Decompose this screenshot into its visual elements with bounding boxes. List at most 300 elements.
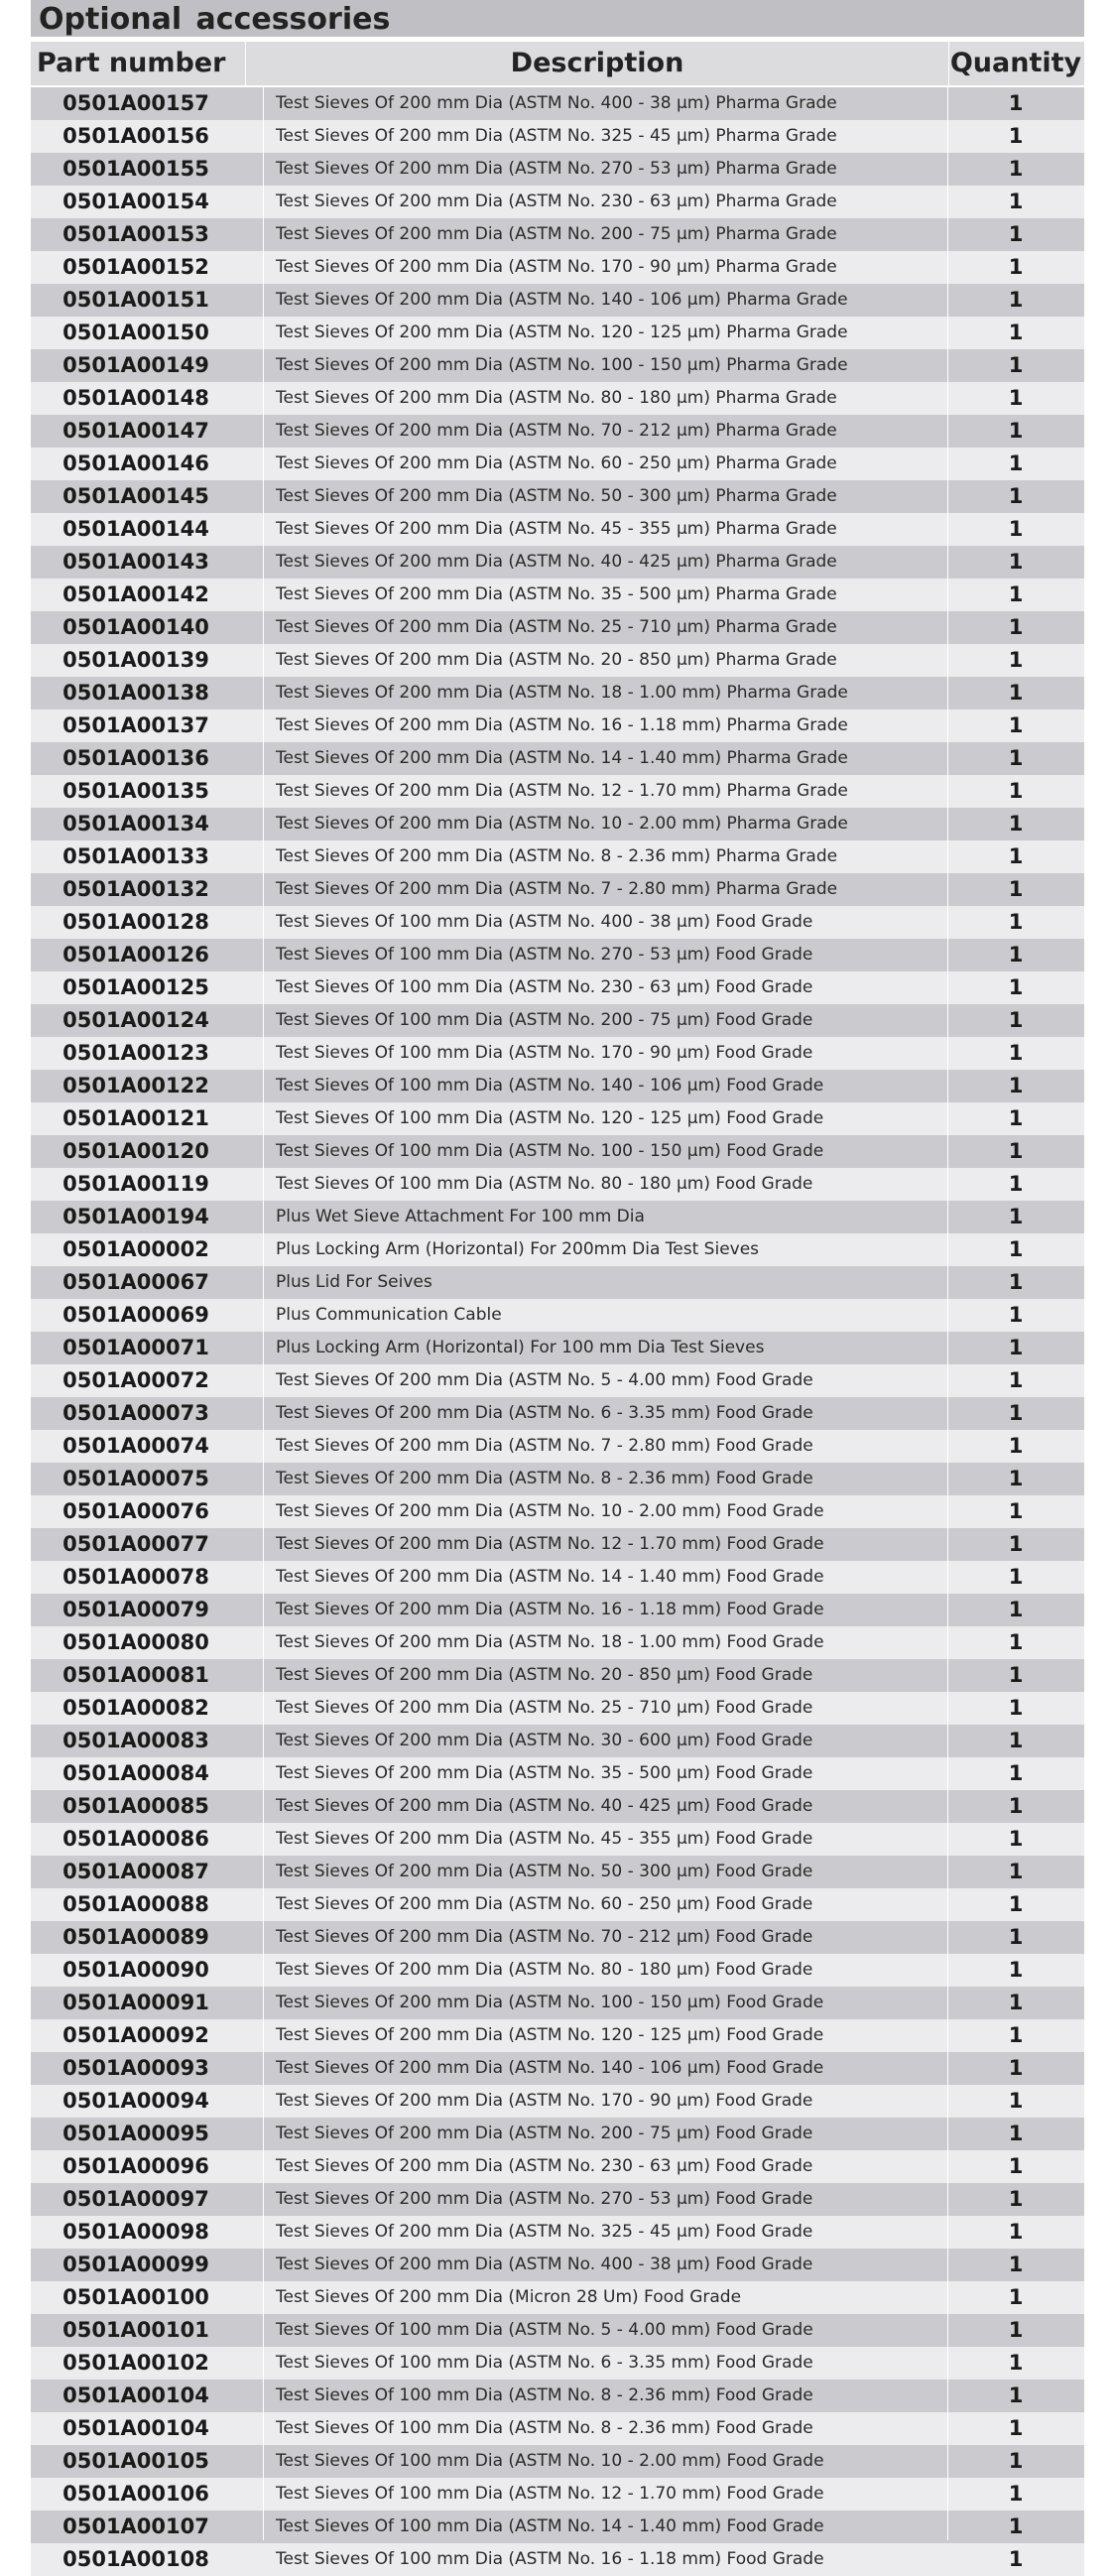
table-row (31, 415, 1084, 448)
quantity-cell: 1 (1008, 222, 1024, 246)
part-number-cell: 0501A00119 (62, 1172, 209, 1196)
part-number-cell: 0501A00138 (62, 681, 209, 705)
description-cell: Test Sieves Of 200 mm Dia (ASTM No. 10 - 2.00 mm) Food Grade (276, 1501, 824, 1521)
part-number-cell: 0501A00084 (62, 1761, 209, 1785)
part-number-cell: 0501A00085 (62, 1794, 209, 1818)
table-row (31, 971, 1084, 1004)
part-number-cell: 0501A00125 (62, 975, 209, 999)
quantity-cell: 1 (1008, 975, 1024, 999)
header-part-number: Part number (37, 48, 226, 78)
description-cell: Test Sieves Of 200 mm Dia (ASTM No. 18 - 1.00 mm) Food Grade (276, 1632, 824, 1652)
description-cell: Test Sieves Of 200 mm Dia (ASTM No. 270 - 53 µm) Food Grade (276, 2189, 813, 2209)
quantity-cell: 1 (1008, 1696, 1024, 1720)
quantity-cell: 1 (1008, 2253, 1024, 2276)
description-cell: Test Sieves Of 200 mm Dia (ASTM No. 60 - 250 µm) Food Grade (276, 1894, 813, 1914)
description-cell: Test Sieves Of 200 mm Dia (ASTM No. 14 - 1.40 mm) Pharma Grade (276, 748, 848, 768)
quantity-cell: 1 (1008, 2089, 1024, 2113)
description-cell: Test Sieves Of 200 mm Dia (ASTM No. 7 - 2.80 mm) Food Grade (276, 1436, 813, 1456)
description-cell: Test Sieves Of 100 mm Dia (ASTM No. 10 - 2.00 mm) Food Grade (276, 2451, 824, 2471)
table-row (31, 1725, 1084, 1757)
accessories-table-body (31, 87, 1084, 2576)
description-cell: Test Sieves Of 200 mm Dia (ASTM No. 10 - 2.00 mm) Pharma Grade (276, 814, 848, 834)
table-row (31, 808, 1084, 840)
description-cell: Plus Locking Arm (Horizontal) For 100 mm Dia Test Sieves (276, 1338, 765, 1357)
part-number-cell: 0501A00153 (62, 222, 209, 246)
part-number-cell: 0501A00095 (62, 2122, 209, 2145)
table-row (31, 2019, 1084, 2052)
quantity-cell: 1 (1008, 2285, 1024, 2309)
table-row (31, 2478, 1084, 2511)
part-number-cell: 0501A00081 (62, 1663, 209, 1687)
part-number-cell: 0501A00151 (62, 288, 209, 312)
quantity-cell: 1 (1008, 124, 1024, 148)
quantity-cell: 1 (1008, 681, 1024, 705)
description-cell: Test Sieves Of 200 mm Dia (ASTM No. 100 - 150 µm) Food Grade (276, 1993, 824, 2012)
quantity-cell: 1 (1008, 877, 1024, 901)
part-number-cell: 0501A00076 (62, 1499, 209, 1523)
description-cell: Test Sieves Of 200 mm Dia (ASTM No. 140 - 106 µm) Food Grade (276, 2058, 824, 2078)
section-title: Optional accessories (39, 2, 391, 37)
description-cell: Test Sieves Of 200 mm Dia (ASTM No. 25 - 710 µm) Food Grade (276, 1698, 813, 1718)
description-cell: Test Sieves Of 200 mm Dia (ASTM No. 30 - 600 µm) Food Grade (276, 1731, 813, 1750)
part-number-cell: 0501A00121 (62, 1106, 209, 1130)
quantity-cell: 1 (1008, 1729, 1024, 1752)
description-cell: Test Sieves Of 200 mm Dia (ASTM No. 40 - 425 µm) Food Grade (276, 1796, 813, 1816)
part-number-cell: 0501A00155 (62, 157, 209, 181)
part-number-cell: 0501A00104 (62, 2416, 209, 2440)
part-number-cell: 0501A00120 (62, 1139, 209, 1163)
table-row (31, 1495, 1084, 1528)
part-number-cell: 0501A00144 (62, 517, 209, 541)
table-row (31, 513, 1084, 546)
quantity-cell: 1 (1008, 2154, 1024, 2178)
description-cell: Test Sieves Of 100 mm Dia (ASTM No. 170 - 90 µm) Food Grade (276, 1043, 813, 1063)
description-cell: Test Sieves Of 200 mm Dia (ASTM No. 50 - 300 µm) Food Grade (276, 1862, 813, 1881)
table-row (31, 1921, 1084, 1954)
description-cell: Plus Communication Cable (276, 1305, 502, 1325)
description-cell: Test Sieves Of 200 mm Dia (ASTM No. 50 - 300 µm) Pharma Grade (276, 486, 837, 506)
part-number-cell: 0501A00105 (62, 2449, 209, 2473)
description-cell: Test Sieves Of 200 mm Dia (ASTM No. 140 - 106 µm) Pharma Grade (276, 290, 848, 310)
part-number-cell: 0501A00079 (62, 1598, 209, 1621)
description-cell: Test Sieves Of 100 mm Dia (ASTM No. 100 - 150 µm) Food Grade (276, 1141, 824, 1161)
part-number-cell: 0501A00002 (62, 1237, 209, 1261)
quantity-cell: 1 (1008, 1565, 1024, 1589)
description-cell: Test Sieves Of 200 mm Dia (ASTM No. 400 - 38 µm) Pharma Grade (276, 93, 837, 113)
quantity-cell: 1 (1008, 1270, 1024, 1294)
table-row (31, 1757, 1084, 1790)
description-cell: Test Sieves Of 200 mm Dia (ASTM No. 6 - 3.35 mm) Food Grade (276, 1403, 813, 1423)
part-number-cell: 0501A00142 (62, 582, 209, 606)
part-number-cell: 0501A00100 (62, 2285, 209, 2309)
description-cell: Test Sieves Of 200 mm Dia (ASTM No. 45 - 355 µm) Food Grade (276, 1829, 813, 1849)
part-number-cell: 0501A00075 (62, 1467, 209, 1490)
part-number-cell: 0501A00077 (62, 1532, 209, 1556)
description-cell: Test Sieves Of 100 mm Dia (ASTM No. 140 - 106 µm) Food Grade (276, 1076, 824, 1095)
table-row (31, 186, 1084, 218)
quantity-cell: 1 (1008, 190, 1024, 213)
table-row (31, 1266, 1084, 1299)
quantity-cell: 1 (1008, 1205, 1024, 1228)
quantity-cell: 1 (1008, 1991, 1024, 2014)
table-row (31, 1561, 1084, 1594)
description-cell: Test Sieves Of 200 mm Dia (ASTM No. 80 - 180 µm) Pharma Grade (276, 388, 837, 408)
table-row (31, 1987, 1084, 2019)
part-number-cell: 0501A00132 (62, 877, 209, 901)
description-cell: Test Sieves Of 200 mm Dia (ASTM No. 170 - 90 µm) Pharma Grade (276, 257, 837, 277)
part-number-cell: 0501A00122 (62, 1074, 209, 1097)
quantity-cell: 1 (1008, 2220, 1024, 2244)
description-cell: Test Sieves Of 200 mm Dia (ASTM No. 12 - 1.70 mm) Pharma Grade (276, 781, 848, 801)
table-row (31, 1299, 1084, 1332)
description-cell: Test Sieves Of 200 mm Dia (ASTM No. 80 - 180 µm) Food Grade (276, 1960, 813, 1980)
quantity-cell: 1 (1008, 1106, 1024, 1130)
description-cell: Test Sieves Of 200 mm Dia (ASTM No. 14 - 1.40 mm) Food Grade (276, 1567, 824, 1587)
table-row (31, 1659, 1084, 1692)
description-cell: Test Sieves Of 200 mm Dia (ASTM No. 120 - 125 µm) Pharma Grade (276, 322, 848, 342)
quantity-cell: 1 (1008, 2383, 1024, 2407)
description-cell: Test Sieves Of 200 mm Dia (ASTM No. 20 - 850 µm) Pharma Grade (276, 650, 837, 670)
table-row (31, 2150, 1084, 2183)
quantity-cell: 1 (1008, 1467, 1024, 1490)
description-cell: Test Sieves Of 200 mm Dia (ASTM No. 12 - 1.70 mm) Food Grade (276, 1534, 824, 1554)
quantity-cell: 1 (1008, 1598, 1024, 1621)
table-row (31, 87, 1084, 120)
description-cell: Test Sieves Of 100 mm Dia (ASTM No. 14 - 1.40 mm) Food Grade (276, 2516, 824, 2536)
part-number-cell: 0501A00134 (62, 812, 209, 836)
part-number-cell: 0501A00092 (62, 2023, 209, 2047)
quantity-cell: 1 (1008, 1401, 1024, 1425)
quantity-cell: 1 (1008, 844, 1024, 868)
table-row (31, 1790, 1084, 1823)
part-number-cell: 0501A00150 (62, 321, 209, 344)
description-cell: Plus Lid For Seives (276, 1272, 433, 1292)
quantity-cell: 1 (1008, 615, 1024, 639)
quantity-cell: 1 (1008, 484, 1024, 508)
part-number-cell: 0501A00140 (62, 615, 209, 639)
table-row (31, 153, 1084, 186)
table-row (31, 906, 1084, 939)
description-cell: Test Sieves Of 100 mm Dia (ASTM No. 80 - 180 µm) Food Grade (276, 1174, 813, 1194)
part-number-cell: 0501A00090 (62, 1958, 209, 1982)
table-row (31, 480, 1084, 513)
table-row (31, 1004, 1084, 1037)
quantity-cell: 1 (1008, 2482, 1024, 2506)
description-cell: Test Sieves Of 100 mm Dia (ASTM No. 16 - 1.18 mm) Food Grade (276, 2549, 824, 2569)
quantity-cell: 1 (1008, 1139, 1024, 1163)
part-number-cell: 0501A00097 (62, 2187, 209, 2211)
table-row (31, 1364, 1084, 1397)
table-row (31, 644, 1084, 677)
part-number-cell: 0501A00101 (62, 2318, 209, 2342)
quantity-cell: 1 (1008, 451, 1024, 475)
table-row (31, 2118, 1084, 2150)
table-row (31, 1626, 1084, 1659)
table-row (31, 2511, 1084, 2543)
description-cell: Test Sieves Of 200 mm Dia (ASTM No. 20 - 850 µm) Food Grade (276, 1665, 813, 1685)
part-number-cell: 0501A00152 (62, 255, 209, 279)
table-row (31, 939, 1084, 971)
part-number-cell: 0501A00080 (62, 1630, 209, 1654)
part-number-cell: 0501A00146 (62, 451, 209, 475)
description-cell: Test Sieves Of 200 mm Dia (ASTM No. 25 - 710 µm) Pharma Grade (276, 617, 837, 637)
quantity-cell: 1 (1008, 1794, 1024, 1818)
part-number-cell: 0501A00157 (62, 91, 209, 115)
quantity-cell: 1 (1008, 91, 1024, 115)
description-cell: Test Sieves Of 100 mm Dia (ASTM No. 120 - 125 µm) Food Grade (276, 1108, 824, 1128)
table-row (31, 1135, 1084, 1168)
description-cell: Test Sieves Of 200 mm Dia (ASTM No. 60 - 250 µm) Pharma Grade (276, 453, 837, 473)
quantity-cell: 1 (1008, 910, 1024, 934)
description-cell: Test Sieves Of 200 mm Dia (ASTM No. 100 - 150 µm) Pharma Grade (276, 355, 848, 375)
quantity-cell: 1 (1008, 2187, 1024, 2211)
part-number-cell: 0501A00136 (62, 746, 209, 770)
table-row (31, 2085, 1084, 2118)
quantity-cell: 1 (1008, 2023, 1024, 2047)
quantity-cell: 1 (1008, 353, 1024, 377)
table-row (31, 2380, 1084, 2412)
description-cell: Test Sieves Of 200 mm Dia (ASTM No. 5 - 4.00 mm) Food Grade (276, 1370, 813, 1390)
table-row (31, 1070, 1084, 1102)
quantity-cell: 1 (1008, 648, 1024, 672)
quantity-cell: 1 (1008, 2514, 1024, 2538)
quantity-cell: 1 (1008, 517, 1024, 541)
table-row (31, 775, 1084, 808)
table-row (31, 742, 1084, 775)
part-number-cell: 0501A00098 (62, 2220, 209, 2244)
quantity-cell: 1 (1008, 1532, 1024, 1556)
table-row (31, 120, 1084, 153)
part-number-cell: 0501A00137 (62, 713, 209, 737)
description-cell: Test Sieves Of 200 mm Dia (ASTM No. 325 - 45 µm) Pharma Grade (276, 126, 837, 146)
part-number-cell: 0501A00104 (62, 2383, 209, 2407)
quantity-cell: 1 (1008, 1303, 1024, 1327)
quantity-cell: 1 (1008, 1074, 1024, 1097)
table-row (31, 251, 1084, 284)
part-number-cell: 0501A00099 (62, 2253, 209, 2276)
description-cell: Test Sieves Of 100 mm Dia (ASTM No. 5 - 4.00 mm) Food Grade (276, 2320, 813, 2340)
part-number-cell: 0501A00108 (62, 2547, 209, 2571)
table-row (31, 1594, 1084, 1626)
description-cell: Test Sieves Of 200 mm Dia (ASTM No. 8 - 2.36 mm) Food Grade (276, 1469, 813, 1488)
description-cell: Test Sieves Of 100 mm Dia (ASTM No. 8 - 2.36 mm) Food Grade (276, 2418, 813, 2438)
description-cell: Test Sieves Of 200 mm Dia (ASTM No. 35 - 500 µm) Food Grade (276, 1763, 813, 1783)
table-row (31, 2445, 1084, 2478)
column-divider (947, 87, 948, 2540)
table-row (31, 1102, 1084, 1135)
part-number-cell: 0501A00133 (62, 844, 209, 868)
table-row (31, 284, 1084, 317)
quantity-cell: 1 (1008, 1499, 1024, 1523)
part-number-cell: 0501A00123 (62, 1041, 209, 1065)
table-row (31, 840, 1084, 873)
part-number-cell: 0501A00072 (62, 1368, 209, 1392)
part-number-cell: 0501A00145 (62, 484, 209, 508)
quantity-cell: 1 (1008, 1860, 1024, 1883)
description-cell: Test Sieves Of 100 mm Dia (ASTM No. 230 - 63 µm) Food Grade (276, 977, 813, 997)
part-number-cell: 0501A00069 (62, 1303, 209, 1327)
quantity-cell: 1 (1008, 321, 1024, 344)
quantity-cell: 1 (1008, 713, 1024, 737)
part-number-cell: 0501A00071 (62, 1336, 209, 1359)
quantity-cell: 1 (1008, 1336, 1024, 1359)
part-number-cell: 0501A00106 (62, 2482, 209, 2506)
quantity-cell: 1 (1008, 386, 1024, 410)
table-row (31, 579, 1084, 611)
description-cell: Test Sieves Of 200 mm Dia (ASTM No. 70 - 212 µm) Food Grade (276, 1927, 813, 1947)
table-row (31, 2249, 1084, 2281)
quantity-cell: 1 (1008, 2351, 1024, 2375)
part-number-cell: 0501A00149 (62, 353, 209, 377)
description-cell: Test Sieves Of 100 mm Dia (ASTM No. 400 - 38 µm) Food Grade (276, 912, 813, 932)
quantity-cell: 1 (1008, 2547, 1024, 2571)
quantity-cell: 1 (1008, 255, 1024, 279)
table-row (31, 2183, 1084, 2216)
quantity-cell: 1 (1008, 582, 1024, 606)
table-row (31, 1954, 1084, 1987)
quantity-cell: 1 (1008, 1008, 1024, 1032)
description-cell: Test Sieves Of 100 mm Dia (ASTM No. 6 - 3.35 mm) Food Grade (276, 2353, 813, 2373)
quantity-cell: 1 (1008, 1892, 1024, 1916)
quantity-cell: 1 (1008, 812, 1024, 836)
table-row (31, 317, 1084, 349)
table-row (31, 1856, 1084, 1888)
table-row (31, 873, 1084, 906)
part-number-cell: 0501A00086 (62, 1827, 209, 1851)
table-row (31, 1888, 1084, 1921)
quantity-cell: 1 (1008, 2056, 1024, 2080)
quantity-cell: 1 (1008, 1368, 1024, 1392)
part-number-cell: 0501A00107 (62, 2514, 209, 2538)
quantity-cell: 1 (1008, 1827, 1024, 1851)
part-number-cell: 0501A00087 (62, 1860, 209, 1883)
table-row (31, 2216, 1084, 2249)
part-number-cell: 0501A00091 (62, 1991, 209, 2014)
part-number-cell: 0501A00083 (62, 1729, 209, 1752)
table-row (31, 2412, 1084, 2445)
quantity-cell: 1 (1008, 779, 1024, 803)
quantity-cell: 1 (1008, 1958, 1024, 1982)
table-row (31, 677, 1084, 709)
part-number-cell: 0501A00126 (62, 943, 209, 966)
table-row (31, 349, 1084, 382)
description-cell: Test Sieves Of 200 mm Dia (Micron 28 Um) Food Grade (276, 2287, 742, 2307)
table-row (31, 1397, 1084, 1430)
table-row (31, 2314, 1084, 2347)
quantity-cell: 1 (1008, 2318, 1024, 2342)
part-number-cell: 0501A00124 (62, 1008, 209, 1032)
quantity-cell: 1 (1008, 1172, 1024, 1196)
quantity-cell: 1 (1008, 1925, 1024, 1949)
description-cell: Test Sieves Of 200 mm Dia (ASTM No. 45 - 355 µm) Pharma Grade (276, 519, 837, 539)
part-number-cell: 0501A00094 (62, 2089, 209, 2113)
part-number-cell: 0501A00148 (62, 386, 209, 410)
description-cell: Test Sieves Of 100 mm Dia (ASTM No. 12 - 1.70 mm) Food Grade (276, 2484, 824, 2504)
description-cell: Test Sieves Of 200 mm Dia (ASTM No. 40 - 425 µm) Pharma Grade (276, 552, 837, 572)
table-row (31, 2347, 1084, 2380)
part-number-cell: 0501A00147 (62, 419, 209, 443)
table-row (31, 382, 1084, 415)
description-cell: Test Sieves Of 200 mm Dia (ASTM No. 230 - 63 µm) Food Grade (276, 2156, 813, 2176)
table-row (31, 1201, 1084, 1233)
quantity-cell: 1 (1008, 1041, 1024, 1065)
quantity-cell: 1 (1008, 2122, 1024, 2145)
table-row (31, 2052, 1084, 2085)
quantity-cell: 1 (1008, 419, 1024, 443)
quantity-cell: 1 (1008, 550, 1024, 574)
description-cell: Test Sieves Of 100 mm Dia (ASTM No. 200 - 75 µm) Food Grade (276, 1010, 813, 1030)
quantity-cell: 1 (1008, 157, 1024, 181)
part-number-cell: 0501A00074 (62, 1434, 209, 1458)
description-cell: Test Sieves Of 200 mm Dia (ASTM No. 325 - 45 µm) Food Grade (276, 2222, 813, 2242)
description-cell: Test Sieves Of 200 mm Dia (ASTM No. 70 - 212 µm) Pharma Grade (276, 421, 837, 441)
description-cell: Plus Locking Arm (Horizontal) For 200mm Dia Test Sieves (276, 1239, 760, 1259)
part-number-cell: 0501A00156 (62, 124, 209, 148)
part-number-cell: 0501A00089 (62, 1925, 209, 1949)
table-row (31, 1463, 1084, 1495)
part-number-cell: 0501A00154 (62, 190, 209, 213)
part-number-cell: 0501A00078 (62, 1565, 209, 1589)
table-row (31, 1692, 1084, 1725)
part-number-cell: 0501A00194 (62, 1205, 209, 1228)
table-row (31, 709, 1084, 742)
table-row (31, 1430, 1084, 1463)
quantity-cell: 1 (1008, 746, 1024, 770)
description-cell: Test Sieves Of 100 mm Dia (ASTM No. 8 - 2.36 mm) Food Grade (276, 2385, 813, 2405)
table-row (31, 1233, 1084, 1266)
table-row (31, 2543, 1084, 2576)
quantity-cell: 1 (1008, 1663, 1024, 1687)
table-row (31, 611, 1084, 644)
table-row (31, 1168, 1084, 1201)
description-cell: Test Sieves Of 200 mm Dia (ASTM No. 200 - 75 µm) Food Grade (276, 2124, 813, 2143)
table-header (31, 42, 1084, 85)
table-row (31, 546, 1084, 579)
table-row (31, 2281, 1084, 2314)
quantity-cell: 1 (1008, 1630, 1024, 1654)
description-cell: Test Sieves Of 200 mm Dia (ASTM No. 8 - 2.36 mm) Pharma Grade (276, 846, 838, 866)
table-row (31, 1528, 1084, 1561)
quantity-cell: 1 (1008, 1434, 1024, 1458)
description-cell: Test Sieves Of 200 mm Dia (ASTM No. 7 - 2.80 mm) Pharma Grade (276, 879, 838, 899)
description-cell: Test Sieves Of 200 mm Dia (ASTM No. 230 - 63 µm) Pharma Grade (276, 192, 837, 211)
description-cell: Test Sieves Of 100 mm Dia (ASTM No. 270 - 53 µm) Food Grade (276, 945, 813, 965)
table-row (31, 218, 1084, 251)
table-row (31, 1037, 1084, 1070)
description-cell: Test Sieves Of 200 mm Dia (ASTM No. 120 - 125 µm) Food Grade (276, 2025, 824, 2045)
quantity-cell: 1 (1008, 943, 1024, 966)
quantity-cell: 1 (1008, 288, 1024, 312)
description-cell: Test Sieves Of 200 mm Dia (ASTM No. 270 - 53 µm) Pharma Grade (276, 159, 837, 179)
part-number-cell: 0501A00128 (62, 910, 209, 934)
part-number-cell: 0501A00082 (62, 1696, 209, 1720)
part-number-cell: 0501A00067 (62, 1270, 209, 1294)
description-cell: Test Sieves Of 200 mm Dia (ASTM No. 18 - 1.00 mm) Pharma Grade (276, 683, 848, 703)
description-cell: Plus Wet Sieve Attachment For 100 mm Dia (276, 1207, 645, 1226)
description-cell: Test Sieves Of 200 mm Dia (ASTM No. 16 - 1.18 mm) Pharma Grade (276, 715, 848, 735)
part-number-cell: 0501A00102 (62, 2351, 209, 2375)
quantity-cell: 1 (1008, 1237, 1024, 1261)
table-row (31, 1332, 1084, 1364)
header-description: Description (245, 42, 949, 85)
column-divider (263, 87, 264, 2540)
quantity-cell: 1 (1008, 2416, 1024, 2440)
table-row (31, 1823, 1084, 1856)
part-number-cell: 0501A00088 (62, 1892, 209, 1916)
table-row (31, 448, 1084, 480)
section-title-bar (31, 0, 1084, 40)
part-number-cell: 0501A00139 (62, 648, 209, 672)
